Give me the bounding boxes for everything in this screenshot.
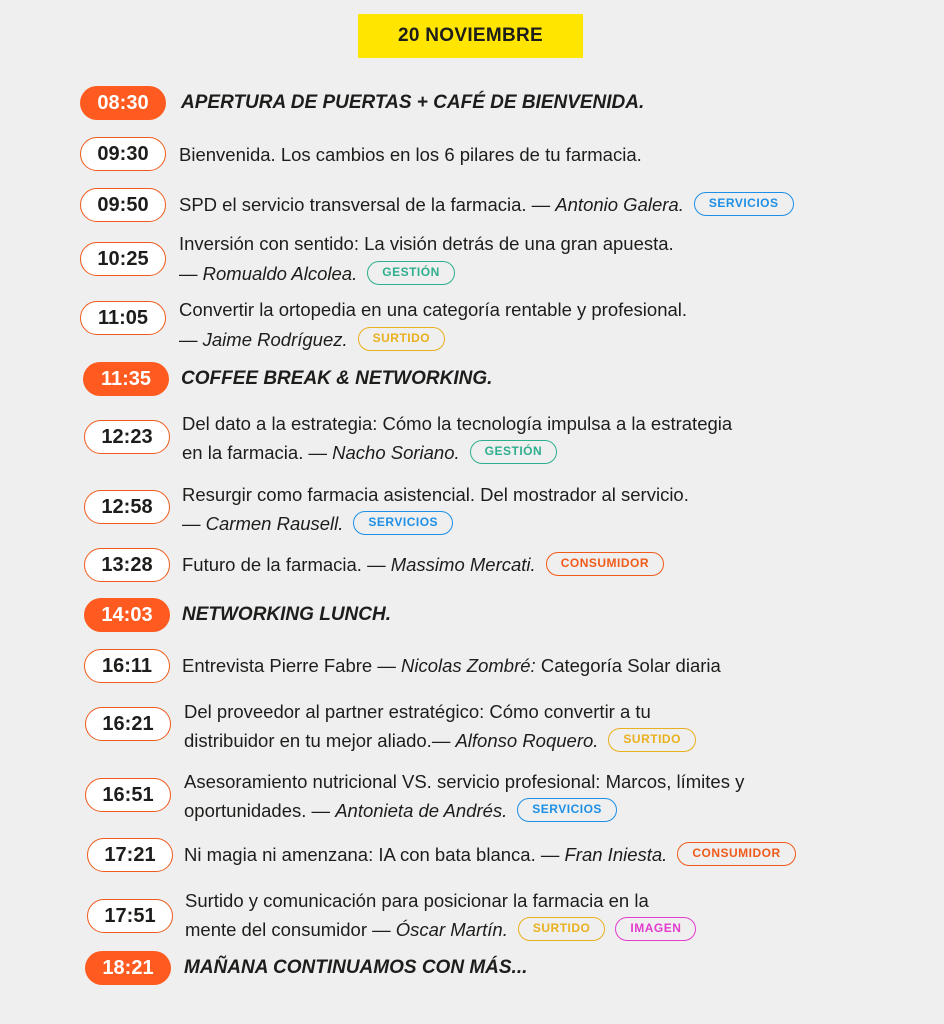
- tag-surtido: SURTIDO: [358, 327, 446, 351]
- speaker-name: Antonio Galera.: [555, 194, 684, 215]
- item-title: Del proveedor al partner estratégico: Cómo convertir a tu: [184, 701, 651, 722]
- item-title-cont: en la farmacia. —: [182, 442, 333, 463]
- tag-surtido: SURTIDO: [608, 728, 696, 752]
- item-title-after: Categoría Solar diaria: [535, 655, 721, 676]
- item-line: [182, 551, 664, 579]
- item-title: Resurgir como farmacia asistencial. Del mostrador al servicio.: [182, 484, 689, 505]
- item-title: Del dato a la estrategia: Cómo la tecnología impulsa a la estrategia: [182, 413, 733, 434]
- item-title-cont: —: [179, 329, 203, 350]
- item-line: [179, 191, 794, 219]
- item-title: Inversión con sentido: La visión detrás de una gran apuesta.: [179, 233, 674, 254]
- item-line: [182, 652, 721, 680]
- item-title: NETWORKING LUNCH.: [182, 604, 391, 625]
- time-badge: 16:51: [85, 778, 171, 812]
- item-title: Entrevista Pierre Fabre —: [182, 655, 401, 676]
- item-title-cont: mente del consumidor —: [185, 919, 396, 940]
- time-badge: 12:58: [84, 490, 170, 524]
- date-label: 20 NOVIEMBRE: [397, 25, 544, 46]
- item-title-cont: —: [182, 513, 206, 534]
- item-title: Ni magia ni amenzana: IA con bata blanca. —: [184, 844, 565, 865]
- time-badge: 09:50: [80, 188, 166, 222]
- speaker-name: Fran Iniesta.: [564, 844, 668, 865]
- speaker-name: Jaime Rodríguez.: [202, 329, 348, 350]
- tag-gestion: GESTIÓN: [470, 440, 558, 464]
- time-badge: 13:28: [84, 548, 170, 582]
- item-title: Asesoramiento nutricional VS. servicio profesional: Marcos, límites y: [184, 771, 745, 792]
- tag-surtido: SURTIDO: [518, 917, 606, 941]
- item-line: [179, 260, 455, 288]
- speaker-name: Carmen Rausell.: [205, 513, 344, 534]
- speaker-name: Romualdo Alcolea.: [202, 263, 358, 284]
- speaker-name: Nicolas Zombré:: [401, 655, 536, 676]
- item-title: MAÑANA CONTINUAMOS CON MÁS...: [184, 957, 528, 978]
- time-badge: 14:03: [84, 598, 170, 632]
- item-title-cont: oportunidades. —: [184, 800, 336, 821]
- speaker-name: Nacho Soriano.: [332, 442, 460, 463]
- time-badge: 17:51: [87, 899, 173, 933]
- speaker-name: Óscar Martín.: [395, 919, 508, 940]
- time-badge: 12:23: [84, 420, 170, 454]
- item-title: APERTURA DE PUERTAS + CAFÉ DE BIENVENIDA.: [181, 92, 645, 113]
- item-line: [182, 510, 453, 538]
- speaker-name: Antonieta de Andrés.: [335, 800, 508, 821]
- time-badge: 10:25: [80, 242, 166, 276]
- item-line: [184, 797, 617, 825]
- item-title: Surtido y comunicación para posicionar la farmacia en la: [185, 890, 649, 911]
- tag-servicios: SERVICIOS: [517, 798, 617, 822]
- date-banner: [358, 14, 583, 58]
- tag-servicios: SERVICIOS: [353, 511, 453, 535]
- item-title: Futuro de la farmacia. —: [182, 554, 391, 575]
- item-title: COFFEE BREAK & NETWORKING.: [181, 368, 493, 389]
- item-line: [184, 727, 696, 755]
- item-line: [179, 326, 445, 354]
- item-title: SPD el servicio transversal de la farmacia. —: [179, 194, 556, 215]
- tag-servicios: SERVICIOS: [694, 192, 794, 216]
- item-line: [184, 841, 796, 869]
- time-badge: 16:11: [84, 649, 170, 683]
- tag-imagen: IMAGEN: [615, 917, 696, 941]
- time-badge: 09:30: [80, 137, 166, 171]
- time-badge: 17:21: [87, 838, 173, 872]
- time-badge: 16:21: [85, 707, 171, 741]
- time-badge: 08:30: [80, 86, 166, 120]
- item-title-cont: —: [179, 263, 203, 284]
- time-badge: 11:35: [83, 362, 169, 396]
- item-title: Bienvenida. Los cambios en los 6 pilares de tu farmacia.: [179, 144, 642, 165]
- item-title: Convertir la ortopedia en una categoría rentable y profesional.: [179, 299, 688, 320]
- time-badge: 11:05: [80, 301, 166, 335]
- item-line: [182, 439, 557, 467]
- item-line: [185, 916, 696, 944]
- speaker-name: Alfonso Roquero.: [455, 730, 599, 751]
- tag-consumidor: CONSUMIDOR: [677, 842, 795, 866]
- item-title-cont: distribuidor en tu mejor aliado.—: [184, 730, 456, 751]
- tag-consumidor: CONSUMIDOR: [546, 552, 664, 576]
- tag-gestion: GESTIÓN: [367, 261, 455, 285]
- time-badge: 18:21: [85, 951, 171, 985]
- speaker-name: Massimo Mercati.: [390, 554, 536, 575]
